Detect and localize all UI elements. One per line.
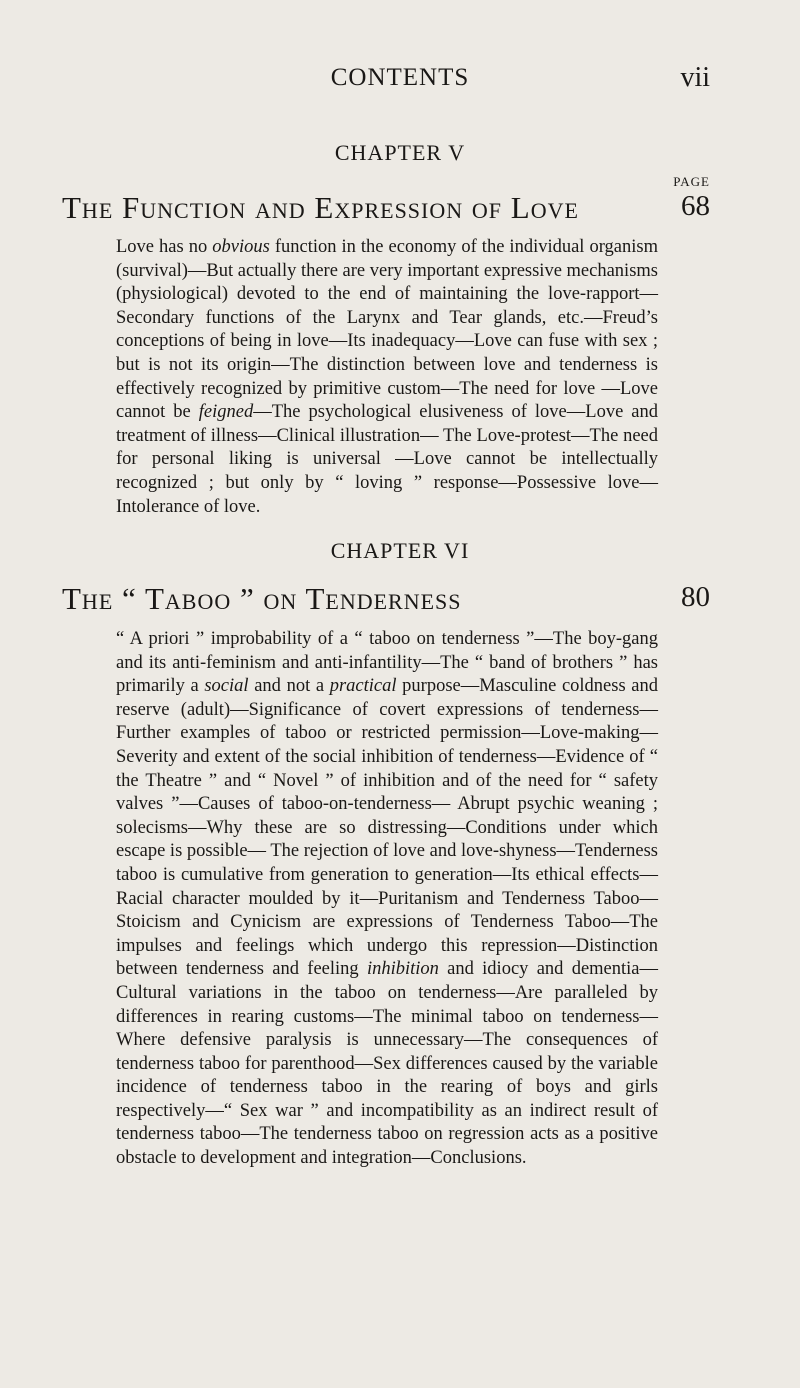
chapter-label: CHAPTER V bbox=[334, 140, 466, 165]
summary-text: Love has no bbox=[116, 237, 213, 257]
chapter-title: The Function and Expression of Love bbox=[62, 190, 579, 225]
summary-emphasis: feigned bbox=[198, 402, 254, 423]
summary-text: and not a bbox=[248, 676, 330, 697]
summary-text: —The psychological elusiveness of love—Love and treatment of illness—Clinical illustration— The Love-protest—The need for personal liking is universal —Love cannot be intellectually recognized ; but only by “ loving ” response—Possessive love—Intolerance of love. bbox=[116, 402, 658, 517]
page-number: vii bbox=[680, 62, 710, 93]
running-title: CONTENTS bbox=[330, 64, 470, 91]
summary-emphasis: social bbox=[204, 676, 249, 697]
chapter-summary bbox=[116, 628, 658, 1171]
summary-text: “ A priori ” improbability of a “ taboo on tenderness ”—The boy-gang and its anti-feminism and anti-infantility—The “ band of brothers ” has primarily a bbox=[116, 629, 658, 697]
summary-emphasis: inhibition bbox=[366, 959, 439, 980]
summary-emphasis: obvious bbox=[212, 237, 270, 257]
summary-text: function in the economy of the individual organism (survival)—But actually there are very important expressive mechanisms (physiological) devoted to the end of maintaining the love-rapport—Secondary functions of the Larynx and Tear glands, etc.—Freud’s conceptions of being in love—Its inadequacy—Love can fuse with sex ; but is not its origin—The distinction between love and tenderness is effectively recognized by primitive custom—The need for love —Love cannot be bbox=[116, 237, 658, 423]
chapter-label: CHAPTER VI bbox=[330, 538, 470, 563]
chapter-title: The “ Taboo ” on Tenderness bbox=[62, 581, 462, 616]
chapter-page-number: 80 bbox=[681, 581, 710, 613]
summary-emphasis: practical bbox=[329, 676, 397, 697]
summary-text: and idiocy and dementia—Cultural variations in the taboo on tenderness—Are paralleled by differences in rearing customs—The minimal taboo on tenderness—Where defensive paralysis is unnecessary—The consequences of tenderness taboo for parenthood—Sex differences caused by the variable incidence of tenderness taboo in the rearing of boys and girls respectively—“ Sex war ” and incompatibility as an indirect result of tenderness taboo—The tenderness taboo on regression acts as a positive obstacle to development and integration—Conclusions. bbox=[116, 959, 658, 1169]
chapter-summary bbox=[116, 236, 658, 519]
running-head bbox=[0, 56, 800, 96]
page-column-label: PAGE bbox=[673, 174, 710, 189]
summary-text: purpose—Masculine coldness and reserve (adult)—Significance of covert expressions of tenderness—Further examples of taboo or restricted permission—Love-making—Severity and extent of the social inhibition of tenderness—Evidence of “ the Theatre ” and “ Novel ” of inhibition and of the need for “ safety valves ”—Causes of taboo-on-tenderness— Abrupt psychic weaning ; solecisms—Why these are so distressing—Conditions under which escape is possible— The rejection of love and love-shyness—Tenderness taboo is cumulative from generation to generation—Its ethical effects—Racial character moulded by it—Puritanism and Tenderness Taboo—Stoicism and Cynicism are expressions of Tenderness Taboo—The impulses and feelings which undergo this repression—Distinction between tenderness and feeling bbox=[116, 676, 659, 980]
chapter-page-number: 68 bbox=[681, 190, 710, 222]
